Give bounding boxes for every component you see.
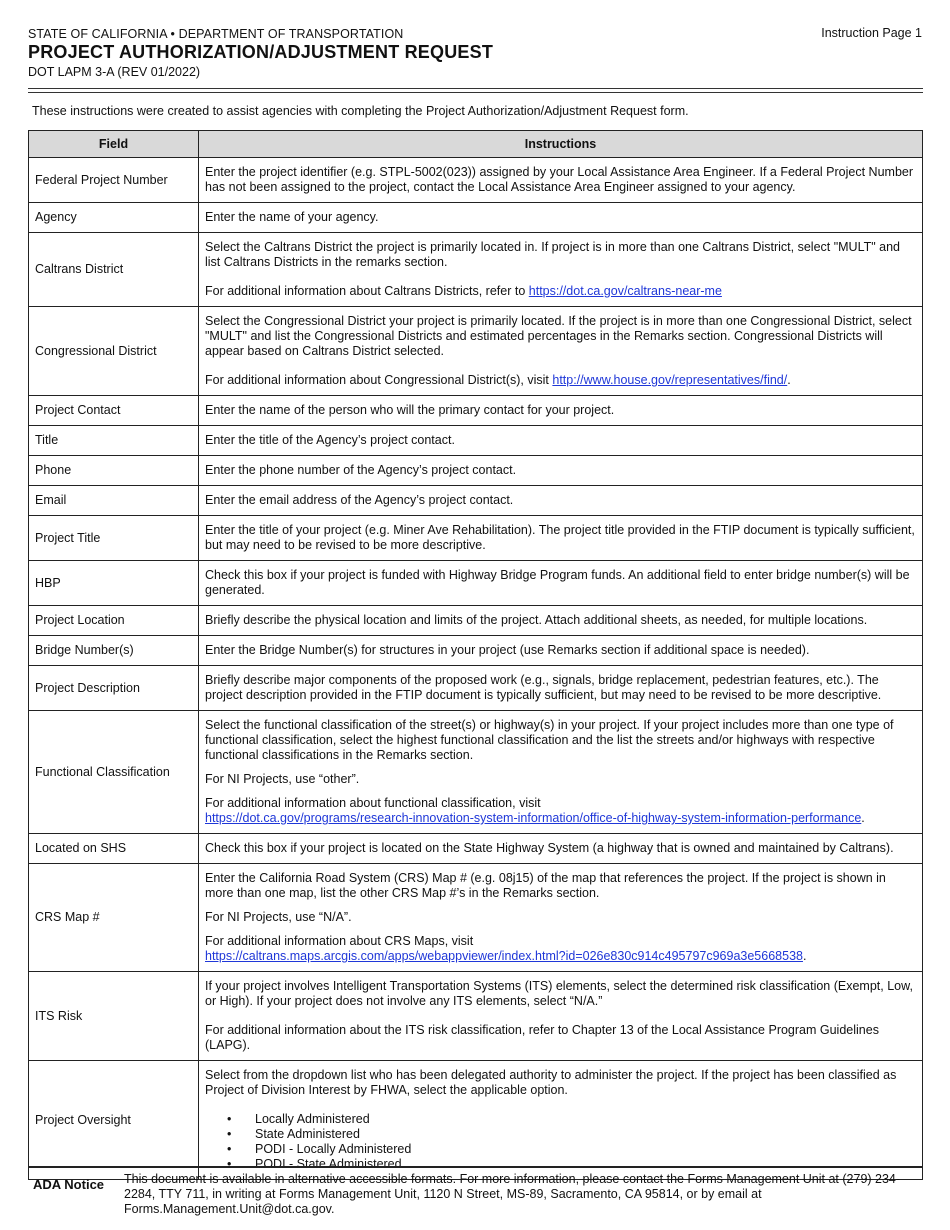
table-row [29, 426, 923, 456]
field-name: Bridge Number(s) [29, 636, 199, 666]
field-name: Agency [29, 203, 199, 233]
list-item: • Locally Administered [227, 1112, 916, 1127]
additional-info [205, 934, 916, 964]
field-name: Located on SHS [29, 834, 199, 864]
list-item: • PODI - State Administered [227, 1157, 916, 1172]
instruction-text: Check this box if your project is funded with Highway Bridge Program funds. An additional field to enter bridge number(s) will be generated. [205, 568, 910, 597]
table-row [29, 834, 923, 864]
field-instructions [199, 1061, 923, 1180]
table-row [29, 561, 923, 606]
instruction-text: Briefly describe major components of the proposed work (e.g., signals, bridge replacement, pedestrian features, etc.). The project description provided in the FTIP document is typically sufficient, but may need to be revised to be more descriptive. [205, 673, 882, 702]
field-name: Phone [29, 456, 199, 486]
instruction-text: Enter the name of the person who will the primary contact for your project. [205, 403, 615, 417]
field-instructions [199, 486, 923, 516]
field-instructions [199, 426, 923, 456]
caltrans-near-me-link[interactable]: https://dot.ca.gov/caltrans-near-me [528, 284, 722, 298]
additional-info-text: For additional information about Caltrans Districts, refer to [205, 284, 526, 298]
table-header-row [29, 131, 923, 158]
field-name: Project Location [29, 606, 199, 636]
field-name: CRS Map # [29, 864, 199, 972]
table-row [29, 456, 923, 486]
field-instructions [199, 834, 923, 864]
field-instructions [199, 972, 923, 1061]
instruction-text: Check this box if your project is located on the State Highway System (a highway that is owned and maintained by Caltrans). [205, 841, 894, 855]
field-instructions [199, 864, 923, 972]
instruction-text: Enter the Bridge Number(s) for structures in your project (use Remarks section if additional space is needed). [205, 643, 810, 657]
field-instructions [199, 711, 923, 834]
instruction-text: Enter the title of the Agency’s project contact. [205, 433, 455, 447]
header-rule-bottom [28, 92, 923, 93]
table-row [29, 486, 923, 516]
additional-info-text: For additional information about CRS Maps, visit [205, 934, 474, 948]
crs-maps-link[interactable]: https://caltrans.maps.arcgis.com/apps/webappviewer/index.html?id=026e830c914c495797c969a3e5668538 [205, 949, 803, 963]
instructions-column-header: Instructions [199, 131, 923, 158]
field-instructions [199, 666, 923, 711]
table-row [29, 233, 923, 307]
table-row [29, 158, 923, 203]
table-row [29, 666, 923, 711]
field-name: Project Contact [29, 396, 199, 426]
table-row [29, 711, 923, 834]
intro-text: These instructions were created to assist agencies with completing the Project Authorization/Adjustment Request form. [32, 104, 689, 118]
table-row [29, 606, 923, 636]
house-representatives-link[interactable]: http://www.house.gov/representatives/find/ [552, 373, 788, 387]
instruction-text: Select from the dropdown list who has been delegated authority to administer the project. If the project has been classified as Project of Division Interest by FHWA, select the applicable option. [205, 1068, 897, 1097]
field-instructions [199, 636, 923, 666]
ada-notice-label: ADA Notice [33, 1177, 105, 1192]
form-id: DOT LAPM 3-A (REV 01/2022) [28, 65, 201, 79]
field-name: Project Description [29, 666, 199, 711]
list-item: • PODI - Locally Administered [227, 1142, 916, 1157]
field-name: Email [29, 486, 199, 516]
functional-classification-link[interactable]: https://dot.ca.gov/programs/research-innovation-system-information/office-of-highway-system-information-performance [205, 811, 862, 825]
instruction-text: If your project involves Intelligent Transportation Systems (ITS) elements, select the determined risk classification (Exempt, Low, or High). If your project does not involve any ITS elements, select “N/A.” [205, 979, 913, 1008]
instruction-text: Enter the name of your agency. [205, 210, 379, 224]
field-name: Functional Classification [29, 711, 199, 834]
instruction-text: Briefly describe the physical location and limits of the project. Attach additional sheets, as needed, for multiple locations. [205, 613, 868, 627]
additional-info: For additional information about the ITS risk classification, refer to Chapter 13 of the Local Assistance Program Guidelines (LAPG). [205, 1023, 879, 1052]
period: . [787, 373, 791, 387]
field-name: ITS Risk [29, 972, 199, 1061]
additional-info [205, 284, 916, 299]
instruction-text: Select the functional classification of the street(s) or highway(s) in your project. If your project includes more than one type of functional classification, select the highest functional classification and the list the streets and/or highways with respective functional classifications in the Remarks section. [205, 718, 894, 762]
instruction-text: Enter the California Road System (CRS) Map # (e.g. 08j15) of the map that references the project. If the project is shown in more than one map, list the other CRS Map #’s in the Remarks section. [205, 871, 886, 900]
period: . [861, 811, 865, 825]
field-instructions [199, 307, 923, 396]
field-name: Title [29, 426, 199, 456]
field-instructions [199, 233, 923, 307]
instruction-text: Enter the title of your project (e.g. Miner Ave Rehabilitation). The project title provided in the FTIP document is typically sufficient, but may need to be revised to be more descriptive. [205, 523, 915, 552]
footer-rule [28, 1166, 923, 1168]
field-name: Project Title [29, 516, 199, 561]
field-instructions [199, 561, 923, 606]
field-instructions [199, 158, 923, 203]
field-column-header: Field [29, 131, 199, 158]
table-row [29, 396, 923, 426]
ni-projects-note: For NI Projects, use “other”. [205, 772, 360, 786]
table-row [29, 1061, 923, 1180]
field-name: HBP [29, 561, 199, 606]
instruction-text: Enter the email address of the Agency’s project contact. [205, 493, 514, 507]
table-row [29, 864, 923, 972]
table-row [29, 516, 923, 561]
field-name: Caltrans District [29, 233, 199, 307]
form-title: PROJECT AUTHORIZATION/ADJUSTMENT REQUEST [28, 42, 494, 62]
instruction-text: Select the Congressional District your project is primarily located. If the project is in more than one Congressional District, select "MULT" and list the Congressional Districts and estimated percentages in the Remarks section. Congressional Districts will appear based on Caltrans District selected. [205, 314, 912, 358]
table-row [29, 636, 923, 666]
header-rule-top [28, 88, 923, 89]
instruction-text: Enter the project identifier (e.g. STPL-5002(023)) assigned by your Local Assistance Area Engineer. If a Federal Project Number has not been assigned to the project, contact the Local Assistance Area Engineer assigned to your agency. [205, 165, 914, 194]
additional-info [205, 373, 916, 388]
ni-projects-note: For NI Projects, use “N/A”. [205, 910, 352, 924]
ada-notice-text: This document is available in alternative accessible formats. For more information, please contact the Forms Management Unit at (279) 234-2284, TTY 711, in writing at Forms Management Unit, 1120 N Street, MS-89, Sacramento, CA 95814, or by email at Forms.Management.Unit@dot.ca.gov. [124, 1172, 901, 1216]
page-label: Instruction Page 1 [821, 26, 922, 40]
additional-info [205, 796, 916, 826]
field-name: Federal Project Number [29, 158, 199, 203]
field-name: Congressional District [29, 307, 199, 396]
field-instructions [199, 456, 923, 486]
instructions-table [28, 130, 923, 1180]
table-row [29, 307, 923, 396]
agency-name: STATE OF CALIFORNIA • DEPARTMENT OF TRANSPORTATION [28, 27, 404, 41]
table-row [29, 972, 923, 1061]
oversight-options-list [205, 1112, 916, 1172]
table-row [29, 203, 923, 233]
additional-info-text: For additional information about functional classification, visit [205, 796, 541, 810]
field-instructions [199, 396, 923, 426]
additional-info-text: For additional information about Congressional District(s), visit [205, 373, 549, 387]
list-item: • State Administered [227, 1127, 916, 1142]
period: . [802, 949, 807, 963]
instruction-text: Select the Caltrans District the project is primarily located in. If project is in more than one Caltrans District, select "MULT" and list Caltrans Districts in the remarks section. [205, 240, 901, 269]
field-instructions [199, 516, 923, 561]
field-instructions [199, 606, 923, 636]
field-instructions [199, 203, 923, 233]
instruction-text: Enter the phone number of the Agency’s project contact. [205, 463, 517, 477]
field-name: Project Oversight [29, 1061, 199, 1180]
